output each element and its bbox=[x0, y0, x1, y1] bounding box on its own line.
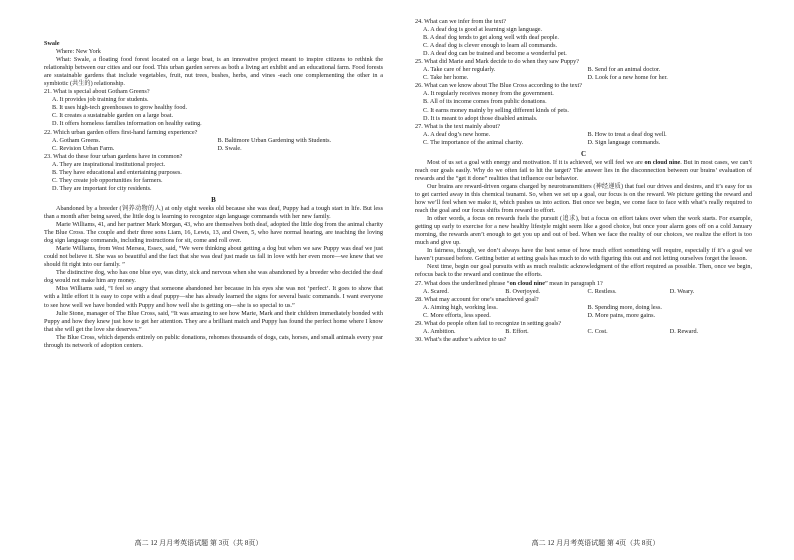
q25-option-a[interactable]: A. Take care of her regularly. bbox=[423, 66, 496, 74]
q22-options-row-2 bbox=[44, 145, 383, 153]
q29-option-d[interactable]: D. Reward. bbox=[669, 327, 699, 335]
question-25: 25. What did Marie and Mark decide to do when they saw Puppy? bbox=[415, 58, 579, 66]
question-21: 21. What is special about Gotham Greens? bbox=[44, 88, 150, 96]
right-content bbox=[415, 18, 752, 344]
q21-option-d[interactable]: D. It offers homeless families information on healthy eating. bbox=[52, 120, 202, 128]
c-paragraph-2: Our brains are reward-driven organs charged by neurotransmitters (神经递质) that fuel our drives and desires, and it’s easy for us to get carried away in this chemical tsunami. So, when we set up a goal, our focus is on the reward. We picture getting the reward and how we’ll feel when we make it, which pushes us into action. But once we begin, we come face to face with what’s really required to reach the goal and our focus shifts from reward to effort. bbox=[415, 182, 752, 215]
c-paragraph-4: In fairness, though, we don’t always have the best sense of how much effort something will require, especially if it’s a goal we haven’t pursued before. Getting better at setting goals has much to do with figuring this out and not letting ourselves forget the lesson. bbox=[415, 247, 752, 263]
question-22: 22. Which urban garden offers first-hand farming experience? bbox=[44, 128, 198, 136]
q22-option-a[interactable]: A. Gotham Greens. bbox=[52, 136, 101, 144]
q27c-option-b[interactable]: B. Overjoyed. bbox=[505, 287, 541, 295]
q23-option-d[interactable]: D. They are important for city residents. bbox=[52, 184, 152, 192]
q21-option-c[interactable]: C. It creates a sustainable garden on a large boat. bbox=[52, 112, 174, 120]
q22-options-row-1 bbox=[44, 137, 383, 145]
question-27-b: 27. What is the text mainly about? bbox=[415, 122, 500, 130]
q29-options-row bbox=[415, 328, 752, 336]
q29-option-a[interactable]: A. Ambition. bbox=[423, 327, 456, 335]
q26-option-b[interactable]: B. All of its income comes from public donations. bbox=[423, 98, 547, 106]
q28-options-row-2 bbox=[415, 312, 752, 320]
passage-title: Swale bbox=[44, 40, 60, 47]
c-p1-end: . But in most cases, we can’t reach our goals easily. Why do we often fail to hit the target? The answer lies in the disconnection between our brains’ evaluation of rewards and the “get it done” realities that influence our behavior. bbox=[415, 158, 753, 182]
b-paragraph-5: Miss Williams said, “I feel so angry that someone abandoned her because in his eyes she was not ‘perfect’. It goes to show that with a little effort it is easy to cope with a deaf puppy—she has already learned the signs for several basic commands. I want everyone to see how well we have bonded with Puppy and how well she is getting on—she is so special to us.” bbox=[44, 285, 383, 309]
section-c-heading: C bbox=[580, 149, 587, 158]
q27a-option-c[interactable]: C. The importance of the animal charity. bbox=[423, 138, 524, 146]
question-27-c bbox=[415, 280, 752, 288]
q28-option-b[interactable]: B. Spending more, doing less. bbox=[587, 303, 662, 311]
q24-option-d[interactable]: D. A deaf dog can be trained and become a wonderful pet. bbox=[423, 50, 567, 58]
q27c-option-d[interactable]: D. Weary. bbox=[669, 287, 695, 295]
q24-option-c[interactable]: C. A deaf dog is clever enough to learn all commands. bbox=[423, 42, 558, 50]
q27c-phrase: on cloud nine bbox=[509, 279, 545, 287]
q27a-options-row-2 bbox=[415, 139, 752, 147]
q23-option-a[interactable]: A. They are inspirational institutional project. bbox=[52, 160, 166, 168]
q27c-end: ” mean in paragraph 1? bbox=[544, 279, 603, 287]
q22-option-c[interactable]: C. Revision Urban Farm. bbox=[52, 144, 115, 152]
q29-option-c[interactable]: C. Cost. bbox=[587, 327, 608, 335]
q25-option-b[interactable]: B. Send for an animal doctor. bbox=[587, 66, 661, 74]
q25-options-row-2 bbox=[415, 74, 752, 82]
q21-option-a[interactable]: A. It provides job training for students. bbox=[52, 96, 149, 104]
q23-option-b[interactable]: B. They have educational and entertaining purposes. bbox=[52, 168, 182, 176]
left-content bbox=[44, 40, 383, 350]
right-page bbox=[397, 0, 794, 560]
underlined-phrase: on cloud nine bbox=[644, 158, 681, 166]
q27a-option-b[interactable]: B. How to treat a deaf dog well. bbox=[587, 130, 667, 138]
q27c-start: 27. What does the underlined phrase “ bbox=[415, 279, 510, 287]
b-paragraph-3: Marie Williams, from West Mersea, Essex, said, “We were thinking about getting a dog but when we saw Puppy was deaf we just could not believe it. She was so beautiful and the fact that she was deaf just made us fall in love with her even more—we knew that we should fit right into our family. ” bbox=[44, 245, 383, 269]
q28-option-a[interactable]: A. Aiming high, working less. bbox=[423, 303, 498, 311]
q26-option-c[interactable]: C. It earns money mainly by selling different kinds of pets. bbox=[423, 106, 569, 114]
b-paragraph-6: Julie Stone, manager of The Blue Cross, said, “It was amazing to see how Marie, Mark and their children immediately bonded with Puppy and how they knew just how to get her attention. They are a brilliant match and Puppy has found the perfect home where I know that she will get the love she deserves.” bbox=[44, 309, 383, 333]
q22-option-b[interactable]: B. Baltimore Urban Gardening with Students. bbox=[217, 136, 332, 144]
q27a-option-a[interactable]: A. A deaf dog’s new home. bbox=[423, 130, 491, 138]
c-paragraph-3: In other words, a focus on rewards fuels the pursuit (追求), but a focus on effort takes over when the work starts. For example, getting up early to exercise for a new healthy lifestyle might seem like a good choice, but once your alarm goes off on a cold January morning, the rewards aren’t enough to get you up and out of bed. When we face the reality of our choices, we realize the effort is too much and give up. bbox=[415, 215, 752, 247]
section-b-heading: B bbox=[211, 195, 216, 204]
q27a-option-d[interactable]: D. Sign language commands. bbox=[587, 138, 661, 146]
c-paragraph-1 bbox=[415, 159, 752, 183]
b-paragraph-4: The distinctive dog, who has one blue eye, was dirty, sick and nervous when she was abandoned by a breeder who decided the deaf dog would not make him any money. bbox=[44, 269, 383, 285]
what-paragraph: What: Swale, a floating food forest located on a large boat, is an innovative project meant to inspire citizens to rethink the relationship between our cities and our food. This urban garden serves as both a living art exhibit and an educational farm. Food forests are sustainable gardens that include vegetables, fruit, nut trees, bushes, herbs, and vines -each one complementing the other in a symbiotic (共生的) relationship. bbox=[44, 56, 383, 88]
q23-option-c[interactable]: C. They create job opportunities for farmers. bbox=[52, 176, 163, 184]
c-paragraph-5: Next time, begin our goal pursuits with as much realistic acknowledgment of the effort required as possible. Then, once we begin, refocus back to the reward and continue the efforts. bbox=[415, 263, 752, 279]
b-paragraph-1: Abandoned by a breeder (饲养动物的人) at only eight weeks old because she was deaf, Puppy had a tough start in life. But less than a month after being saved, the little dog is learning to recognize sign language commands with her new family. bbox=[44, 204, 383, 220]
question-30: 30. What’s the author’s advice to us? bbox=[415, 335, 507, 343]
q27c-option-a[interactable]: A. Scared. bbox=[423, 287, 449, 295]
question-26: 26. What can we know about The Blue Cross according to the text? bbox=[415, 82, 582, 90]
question-28: 28. What may account for one’s unachieved goal? bbox=[415, 295, 539, 303]
q25-option-d[interactable]: D. Look for a new home for her. bbox=[587, 74, 668, 82]
q22-option-d[interactable]: D. Swale. bbox=[217, 144, 242, 152]
question-23: 23. What do these four urban gardens have in common? bbox=[44, 152, 183, 160]
q25-option-c[interactable]: C. Take her home. bbox=[423, 74, 469, 82]
b-paragraph-7: The Blue Cross, which depends entirely on public donations, rehomes thousands of dogs, cats, horses, and small animals every year through its network of adoption centers. bbox=[44, 333, 383, 349]
q25-options-row-1 bbox=[415, 66, 752, 74]
q24-option-a[interactable]: A. A deaf dog is good at learning sign language. bbox=[423, 26, 543, 34]
q21-option-b[interactable]: B. It uses high-tech greenhouses to grow healthy food. bbox=[52, 104, 188, 112]
q27c-option-c[interactable]: C. Restless. bbox=[587, 287, 617, 295]
q26-option-d[interactable]: D. It is meant to adopt those disabled animals. bbox=[423, 114, 538, 122]
q26-option-a[interactable]: A. It regularly receives money from the government. bbox=[423, 90, 554, 98]
q28-options-row-1 bbox=[415, 304, 752, 312]
q28-option-d[interactable]: D. More pains, more gains. bbox=[587, 311, 656, 319]
q27a-options-row-1 bbox=[415, 131, 752, 139]
c-p1-start: Most of us set a goal with energy and motivation. If it is achieved, we will feel we are bbox=[427, 158, 645, 166]
q27c-options-row bbox=[415, 288, 752, 296]
q29-option-b[interactable]: B. Effort. bbox=[505, 327, 529, 335]
q24-option-b[interactable]: B. A deaf dog tends to get along well with deaf people. bbox=[423, 34, 559, 42]
question-29: 29. What do people often fail to recognize in setting goals? bbox=[415, 319, 562, 327]
question-24: 24. What can we infer from the text? bbox=[415, 18, 506, 25]
left-page-footer: 高二 12 月月考英语试题 第 3页（共 8页） bbox=[134, 539, 263, 547]
q28-option-c[interactable]: C. More efforts, less speed. bbox=[423, 311, 491, 319]
b-paragraph-2: Marie Williams, 41, and her partner Mark Morgan, 43, who are themselves both deaf, adopted the little dog from the animal charity The Blue Cross. The couple and their three sons Liam, 16, Lewis, 13, and Owen, 5, who have normal hearing, are teaching the loving dog sign language commands, including instructions for sit, come and roll over. bbox=[44, 221, 383, 245]
where-line: Where: New York bbox=[56, 48, 101, 56]
right-page-footer: 高二 12 月月考英语试题 第 4页（共 8页） bbox=[531, 539, 660, 547]
